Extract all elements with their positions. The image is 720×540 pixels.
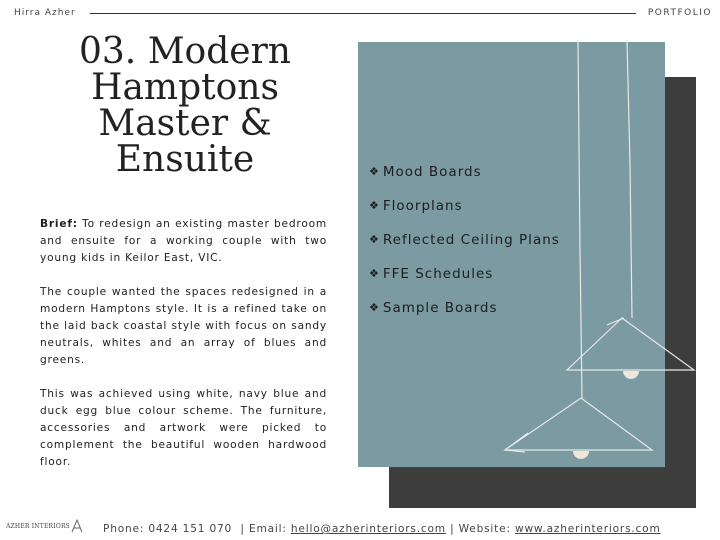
deliverables-list xyxy=(369,164,560,334)
brief-text: To redesign an existing master bedroom and ensuite for a working couple with two young kids in Keilor East, VIC. xyxy=(40,218,327,264)
list-item xyxy=(369,232,560,266)
deliverable-label: Sample Boards xyxy=(382,300,498,316)
author-name: Hirra Azher xyxy=(14,8,76,18)
website-link[interactable]: www.azherinteriors.com xyxy=(514,523,661,535)
lamp-cord xyxy=(578,40,582,398)
contact-info xyxy=(103,523,661,535)
lamp-bulb xyxy=(573,451,589,459)
diamond-bullet-icon: ❖ xyxy=(369,199,380,212)
list-item xyxy=(369,300,560,334)
website-label: | Website: xyxy=(445,523,515,535)
diamond-bullet-icon: ❖ xyxy=(369,267,380,280)
scheme-paragraph: This was achieved using white, navy blue and duck egg blue colour scheme. The furniture, accessories and artwork were picked to complement the beautiful wooden hardwood floor. xyxy=(40,388,327,468)
diamond-bullet-icon: ❖ xyxy=(369,165,380,178)
brief-label: Brief: xyxy=(40,218,78,230)
deliverable-label: Mood Boards xyxy=(382,164,482,180)
deliverable-label: Floorplans xyxy=(382,198,463,214)
lamp-shade xyxy=(567,318,694,370)
lamp-cord xyxy=(627,40,632,318)
lamp-bulb xyxy=(623,371,639,379)
list-item xyxy=(369,164,560,198)
diamond-bullet-icon: ❖ xyxy=(369,301,380,314)
deliverable-label: Reflected Ceiling Plans xyxy=(382,232,560,248)
logo-mark-icon xyxy=(70,518,84,534)
diamond-bullet-icon: ❖ xyxy=(369,233,380,246)
email-link[interactable]: hello@azherinteriors.com xyxy=(290,523,446,535)
page-title: 03. Modern Hamptons Master & Ensuite xyxy=(79,31,291,180)
list-item xyxy=(369,198,560,232)
lamp-shade xyxy=(505,398,652,450)
company-logo xyxy=(6,518,84,534)
portfolio-label: PORTFOLIO xyxy=(647,8,712,18)
style-paragraph: The couple wanted the spaces redesigned in a modern Hamptons style. It is a refined take on the laid back coastal style with focus on sandy neutrals, whites and an array of blues and greens. xyxy=(40,286,327,366)
phone-text: Phone: 0424 151 070 | Email: xyxy=(103,523,291,535)
deliverable-label: FFE Schedules xyxy=(382,266,494,282)
list-item xyxy=(369,266,560,300)
logo-text: AZHER INTERIORS xyxy=(6,522,70,530)
